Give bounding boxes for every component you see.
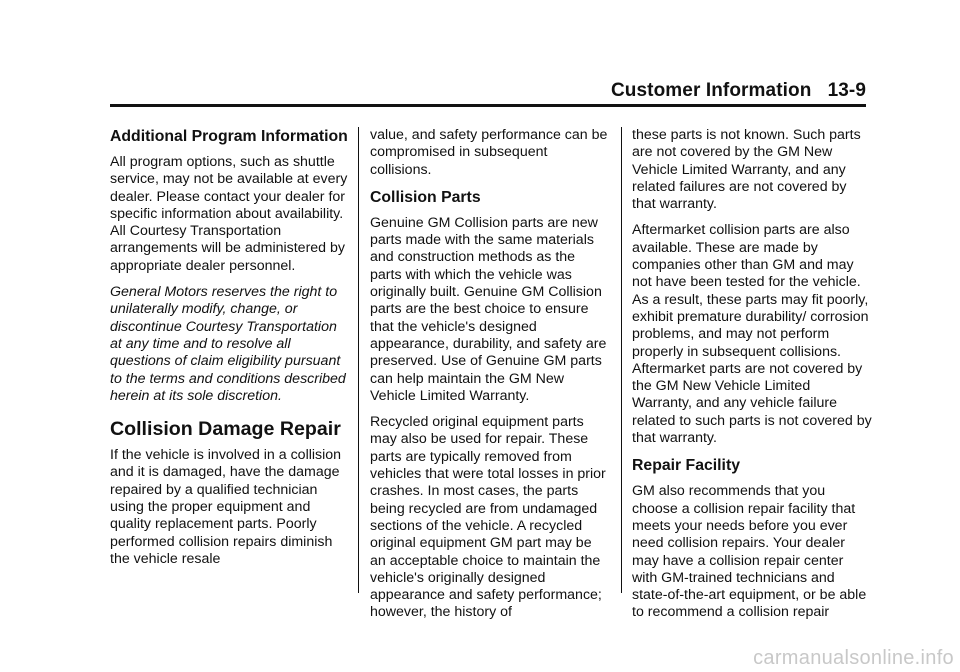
header-title [611,80,866,102]
heading-collision-damage-repair: Collision Damage Repair [110,418,341,441]
paragraph-parts-history: these parts is not known. Such parts are not covered by the GM New Vehicle Limited Warranty, and any related failures are not covered by that warranty. [632,127,861,213]
page-header [110,80,866,107]
paragraph-repair-facility: GM also recommends that you choose a collision repair facility that meets your needs before you ever need collision repairs. Your dealer may have a collision repair center with GM-trained technicians and state-of-the-art equipment, or be able to recommend a collision repair [632,483,867,621]
paragraph-collision-intro: If the vehicle is involved in a collision and it is damaged, have the damage repaired by a qualified technician using the proper equipment and quality replacement parts. Poorly performed collision repairs diminish the vehicle resale [110,447,342,567]
column-divider [358,127,359,593]
paragraph-genuine-parts: Genuine GM Collision parts are new parts made with the same materials and construction methods as the parts with which the vehicle was originally built. Genuine GM Collision parts are the best choice to ensure that the vehicle's designed appearance, durability, and safety are preserved. Use of Genuine GM parts can help maintain the GM New Vehicle Limited Warranty. [370,214,607,404]
heading-repair-facility: Repair Facility [632,457,740,475]
watermark-text: carmanualsonline.info [753,647,954,669]
heading-additional-program-information: Additional Program Information [110,128,348,145]
paragraph-program-options: All program options, such as shuttle service, may not be available at every dealer. Please contact your dealer for specific information about availability. All Courtesy Transportation arrangements will be administered by appropriate dealer personnel. [110,154,348,274]
paragraph-aftermarket-parts: Aftermarket collision parts are also available. These are made by companies other than GM and may not have been tested for the vehicle. As a result, these parts may fit poorly, exhibit premature durability/ corrosion problems, and may not perform properly in subsequent collisions. Aftermarket parts are not covered by the GM New Vehicle Limited Warranty, and any vehicle failure related to such parts is not covered by that warranty. [632,222,872,447]
column-3 [632,127,872,622]
column-1 [110,127,348,568]
heading-collision-parts: Collision Parts [370,188,481,206]
paragraph-gm-reserves: General Motors reserves the right to unilaterally modify, change, or discontinue Courtesy Transportation at any time and to resolve all questions of claim eligibility pursuant to the terms and conditions described herein at its sole discretion. [110,284,346,404]
paragraph-resale-continued: value, and safety performance can be compromised in subsequent collisions. [370,127,608,178]
paragraph-recycled-parts: Recycled original equipment parts may also be used for repair. These parts are typically removed from vehicles that were total losses in prior crashes. In most cases, the parts being recycled are from undamaged sections of the vehicle. A recycled original equipment GM part may be an acceptable choice to maintain the vehicle's originally designed appearance and safety performance; however, the history of [370,414,606,621]
column-2 [370,127,610,622]
page-number: 13-9 [827,80,866,101]
column-divider [621,127,622,593]
section-title: Customer Information [610,80,812,101]
